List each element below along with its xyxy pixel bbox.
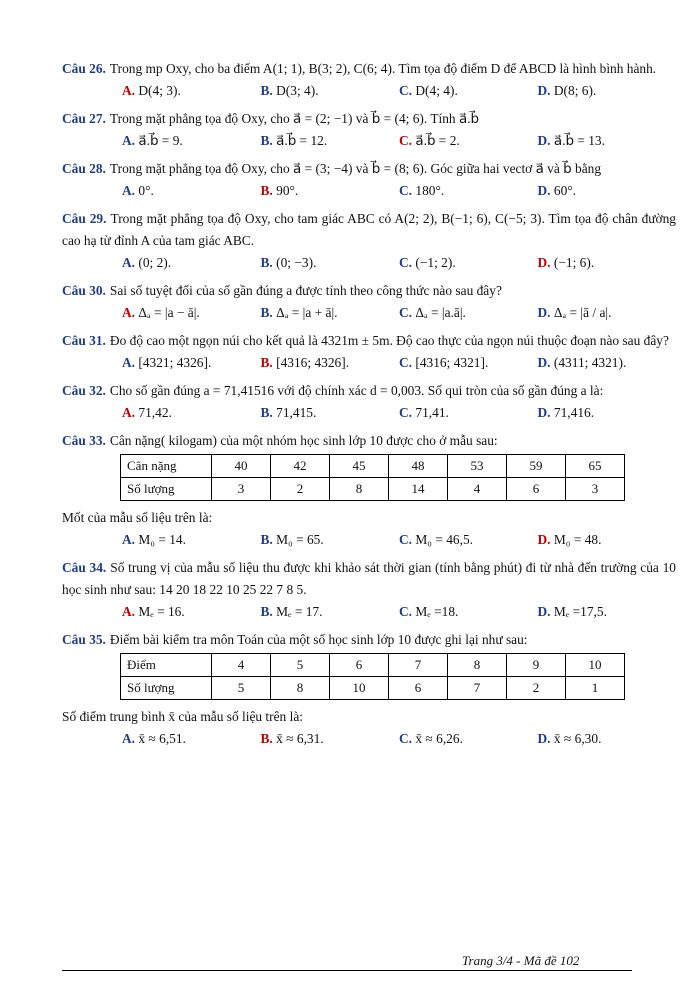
table-cell: 6 [389, 677, 448, 700]
answer-option-d[interactable] [538, 130, 677, 152]
option-label: D. [537, 604, 551, 619]
option-label: D. [537, 305, 551, 320]
option-label: A. [122, 255, 136, 270]
option-text: 0°. [138, 183, 154, 198]
answer-options [122, 529, 676, 551]
table-cell: 6 [330, 654, 389, 677]
option-text: 71,415. [276, 405, 317, 420]
table-cell: 6 [507, 478, 566, 501]
option-label: C. [399, 83, 413, 98]
option-label: D. [537, 532, 551, 547]
answer-option-b[interactable] [261, 529, 400, 551]
question-stem: Trong mặt phẳng tọa độ Oxy, cho a⃗ = (3; −4) và b⃗ = (8; 6). Góc giữa hai vectơ a⃗ và b⃗ bằng [109, 161, 602, 176]
option-text: D(4; 3). [138, 83, 181, 98]
answer-option-b[interactable] [261, 601, 400, 623]
question-stem: Cân nặng( kilogam) của một nhóm học sinh lớp 10 được cho ở mẫu sau: [109, 433, 498, 448]
option-text: Δₐ = |a + ā|. [276, 305, 338, 320]
table-row [121, 654, 625, 677]
table-row-header: Số lượng [121, 677, 212, 700]
option-label: B. [260, 731, 273, 746]
answer-option-c[interactable] [399, 529, 538, 551]
table-cell: 14 [389, 478, 448, 501]
table-cell: 8 [271, 677, 330, 700]
option-text: 71,42. [138, 405, 172, 420]
option-text: D(4; 4). [415, 83, 458, 98]
question-text [62, 629, 676, 651]
answer-option-a[interactable] [122, 352, 261, 374]
option-text: M₀ = 14. [138, 532, 186, 547]
question-26 [62, 58, 676, 108]
option-label: D. [537, 255, 551, 270]
data-table [120, 653, 625, 700]
option-text: (0; 2). [138, 255, 172, 270]
option-label: C. [399, 405, 413, 420]
option-text: a⃗.b⃗ = 9. [138, 133, 183, 148]
question-text [62, 430, 676, 452]
question-30 [62, 280, 676, 330]
table-row [121, 455, 625, 478]
answer-option-a[interactable] [122, 252, 261, 274]
question-stem: Sai số tuyệt đối của số gần đúng a được tính theo công thức nào sau đây? [109, 283, 502, 298]
question-text [62, 108, 676, 130]
question-text [62, 208, 676, 252]
question-stem: Cho số gần đúng a = 71,41516 với độ chính xác d = 0,003. Số qui tròn của số gần đúng a là: [109, 383, 604, 398]
option-label: D. [537, 355, 551, 370]
question-number: Câu 26. [62, 61, 106, 76]
answer-option-b[interactable] [261, 180, 400, 202]
option-text: M₀ = 46,5. [415, 532, 473, 547]
question-number: Câu 35. [62, 632, 106, 647]
question-stem: Điểm bài kiểm tra môn Toán của một số học sinh lớp 10 được ghi lại như sau: [109, 632, 528, 647]
answer-option-c[interactable] [399, 180, 538, 202]
answer-option-c[interactable] [399, 352, 538, 374]
option-label: C. [399, 355, 413, 370]
table-cell: 2 [271, 478, 330, 501]
answer-option-a[interactable] [122, 80, 261, 102]
answer-option-a[interactable] [122, 130, 261, 152]
answer-options [122, 252, 676, 274]
answer-option-d[interactable] [538, 302, 677, 324]
question-stem: Trong mặt phẳng tọa độ Oxy, cho a⃗ = (2; −1) và b⃗ = (4; 6). Tính a⃗.b⃗ [109, 111, 480, 126]
option-label: B. [260, 133, 273, 148]
question-stem: Trong mặt phẳng tọa độ Oxy, cho tam giác ABC có A(2; 2), B(−1; 6), C(−5; 3). Tìm tọa độ chân đường cao hạ từ đỉnh A của tam giác ABC. [62, 211, 676, 248]
option-text: a⃗.b⃗ = 13. [553, 133, 605, 148]
answer-option-a[interactable] [122, 529, 261, 551]
table-cell: 59 [507, 455, 566, 478]
question-number: Câu 28. [62, 161, 106, 176]
answer-options [122, 402, 676, 424]
option-text: M₀ = 65. [276, 532, 324, 547]
answer-option-c[interactable] [399, 728, 538, 750]
question-number: Câu 32. [62, 383, 106, 398]
option-text: Mₑ = 16. [138, 604, 185, 619]
answer-option-b[interactable] [261, 302, 400, 324]
question-number: Câu 27. [62, 111, 106, 126]
option-text: (−1; 2). [415, 255, 456, 270]
option-text: Mₑ =18. [415, 604, 459, 619]
question-35 [62, 629, 676, 756]
question-number: Câu 29. [62, 211, 107, 226]
question-text [62, 380, 676, 402]
option-text: a⃗.b⃗ = 12. [276, 133, 328, 148]
option-label: C. [399, 183, 413, 198]
option-label: D. [537, 405, 551, 420]
answer-option-a[interactable] [122, 728, 261, 750]
option-text: 180°. [415, 183, 445, 198]
option-text: x̄ ≈ 6,30. [553, 731, 602, 746]
answer-option-a[interactable] [122, 601, 261, 623]
answer-option-c[interactable] [399, 601, 538, 623]
question-stem: Trong mp Oxy, cho ba điểm A(1; 1), B(3; 2), C(6; 4). Tìm tọa độ điểm D để ABCD là hình bình hành. [109, 61, 657, 76]
option-text: x̄ ≈ 6,51. [138, 731, 186, 746]
question-33 [62, 430, 676, 557]
answer-option-d[interactable] [538, 529, 677, 551]
option-label: A. [122, 355, 136, 370]
option-text: D(8; 6). [553, 83, 597, 98]
question-text [62, 280, 676, 302]
option-label: A. [122, 405, 136, 420]
answer-options [122, 302, 676, 324]
answer-options [122, 180, 676, 202]
answer-option-d[interactable] [538, 252, 677, 274]
answer-option-b[interactable] [261, 130, 400, 152]
question-28 [62, 158, 676, 208]
table-row-header: Điểm [121, 654, 212, 677]
table-cell: 8 [330, 478, 389, 501]
answer-option-a[interactable] [122, 402, 261, 424]
table-cell: 5 [212, 677, 271, 700]
question-32 [62, 380, 676, 430]
answer-option-c[interactable] [399, 252, 538, 274]
answer-option-d[interactable] [538, 402, 677, 424]
option-label: C. [399, 255, 413, 270]
question-stem: Số trung vị của mẫu số liệu thu được khi khảo sát thời gian (tính bằng phút) đi từ nhà đến trường của 10 học sinh như sau: 14 20 18 22 10 25 22 7 8 5. [62, 560, 676, 597]
option-label: D. [537, 133, 551, 148]
option-label: B. [260, 255, 273, 270]
question-number: Câu 30. [62, 283, 106, 298]
answer-option-b[interactable] [261, 80, 400, 102]
answer-option-d[interactable] [538, 728, 677, 750]
answer-option-a[interactable] [122, 302, 261, 324]
option-label: B. [260, 405, 273, 420]
answer-option-c[interactable] [399, 80, 538, 102]
table-row-header: Cân nặng [121, 455, 212, 478]
option-text: Mₑ = 17. [276, 604, 323, 619]
option-label: A. [122, 83, 136, 98]
option-label: B. [260, 532, 273, 547]
option-text: M₀ = 48. [553, 532, 602, 547]
table-cell: 8 [448, 654, 507, 677]
table-cell: 3 [566, 478, 625, 501]
table-cell: 48 [389, 455, 448, 478]
option-label: B. [260, 604, 273, 619]
answer-option-d[interactable] [538, 180, 677, 202]
option-label: B. [260, 305, 273, 320]
question-prompt: Số điểm trung bình x̄ của mẫu số liệu trên là: [62, 709, 303, 724]
question-34 [62, 557, 676, 629]
answer-option-d[interactable] [538, 601, 677, 623]
option-label: B. [260, 355, 273, 370]
table-row [121, 478, 625, 501]
table-cell: 7 [389, 654, 448, 677]
table-cell: 4 [448, 478, 507, 501]
table-cell: 7 [448, 677, 507, 700]
option-text: 60°. [553, 183, 576, 198]
option-text: [4316; 4321]. [415, 355, 489, 370]
option-text: 71,416. [553, 405, 595, 420]
answer-option-c[interactable] [399, 302, 538, 324]
answer-option-d[interactable] [538, 352, 677, 374]
option-label: A. [122, 731, 136, 746]
question-31 [62, 330, 676, 380]
option-text: Δₐ = |a.ā|. [415, 305, 466, 320]
answer-options [122, 130, 676, 152]
option-text: x̄ ≈ 6,31. [276, 731, 324, 746]
table-cell: 53 [448, 455, 507, 478]
question-stem: Đo độ cao một ngọn núi cho kết quả là 4321m ± 5m. Độ cao thực của ngọn núi thuộc đoạn nào sau đây? [109, 333, 669, 348]
answer-options [122, 728, 676, 750]
exam-page [62, 58, 676, 756]
option-label: D. [537, 83, 551, 98]
question-text [62, 58, 676, 80]
table-cell: 42 [271, 455, 330, 478]
option-label: D. [537, 731, 551, 746]
table-cell: 4 [212, 654, 271, 677]
option-text: a⃗.b⃗ = 2. [415, 133, 460, 148]
option-label: A. [122, 604, 136, 619]
table-cell: 5 [271, 654, 330, 677]
table-cell: 45 [330, 455, 389, 478]
question-prompt: Mốt của mẫu số liệu trên là: [62, 510, 213, 525]
table-cell: 9 [507, 654, 566, 677]
question-27 [62, 108, 676, 158]
answer-option-d[interactable] [538, 80, 677, 102]
option-label: B. [260, 183, 273, 198]
option-text: (4311; 4321). [553, 355, 627, 370]
answer-option-c[interactable] [399, 130, 538, 152]
option-label: B. [260, 83, 273, 98]
option-text: Δₐ = |ā / a|. [553, 305, 612, 320]
answer-option-b[interactable] [261, 402, 400, 424]
option-label: A. [122, 305, 136, 320]
table-cell: 2 [507, 677, 566, 700]
table-cell: 1 [566, 677, 625, 700]
table-cell: 3 [212, 478, 271, 501]
answer-option-b[interactable] [261, 352, 400, 374]
option-text: Δₐ = |a − ā|. [138, 305, 200, 320]
option-label: C. [399, 731, 413, 746]
answer-options [122, 601, 676, 623]
option-label: A. [122, 133, 136, 148]
answer-option-a[interactable] [122, 180, 261, 202]
question-text [62, 330, 676, 352]
option-text: 71,41. [415, 405, 449, 420]
question-text [62, 158, 676, 180]
option-label: C. [399, 532, 413, 547]
option-label: C. [399, 133, 413, 148]
table-cell: 10 [330, 677, 389, 700]
question-number: Câu 34. [62, 560, 107, 575]
table-row-header: Số lượng [121, 478, 212, 501]
option-label: C. [399, 305, 413, 320]
option-text: 90°. [276, 183, 299, 198]
option-label: A. [122, 532, 136, 547]
table-cell: 40 [212, 455, 271, 478]
answer-option-b[interactable] [261, 728, 400, 750]
table-cell: 65 [566, 455, 625, 478]
answer-option-c[interactable] [399, 402, 538, 424]
option-text: [4316; 4326]. [276, 355, 350, 370]
option-text: D(3; 4). [276, 83, 319, 98]
question-29 [62, 208, 676, 280]
answer-option-b[interactable] [261, 252, 400, 274]
answer-options [122, 80, 676, 102]
option-text: x̄ ≈ 6,26. [415, 731, 463, 746]
table-row [121, 677, 625, 700]
question-number: Câu 33. [62, 433, 106, 448]
question-number: Câu 31. [62, 333, 106, 348]
table-cell: 10 [566, 654, 625, 677]
footer-divider [62, 970, 632, 971]
option-text: [4321; 4326]. [138, 355, 212, 370]
data-table [120, 454, 625, 501]
option-label: A. [122, 183, 136, 198]
option-text: (−1; 6). [553, 255, 595, 270]
option-text: Mₑ =17,5. [553, 604, 607, 619]
option-label: C. [399, 604, 413, 619]
option-text: (0; −3). [276, 255, 317, 270]
page-footer: Trang 3/4 - Mã đề 102 [462, 953, 580, 968]
answer-options [122, 352, 676, 374]
question-text [62, 557, 676, 601]
option-label: D. [537, 183, 551, 198]
